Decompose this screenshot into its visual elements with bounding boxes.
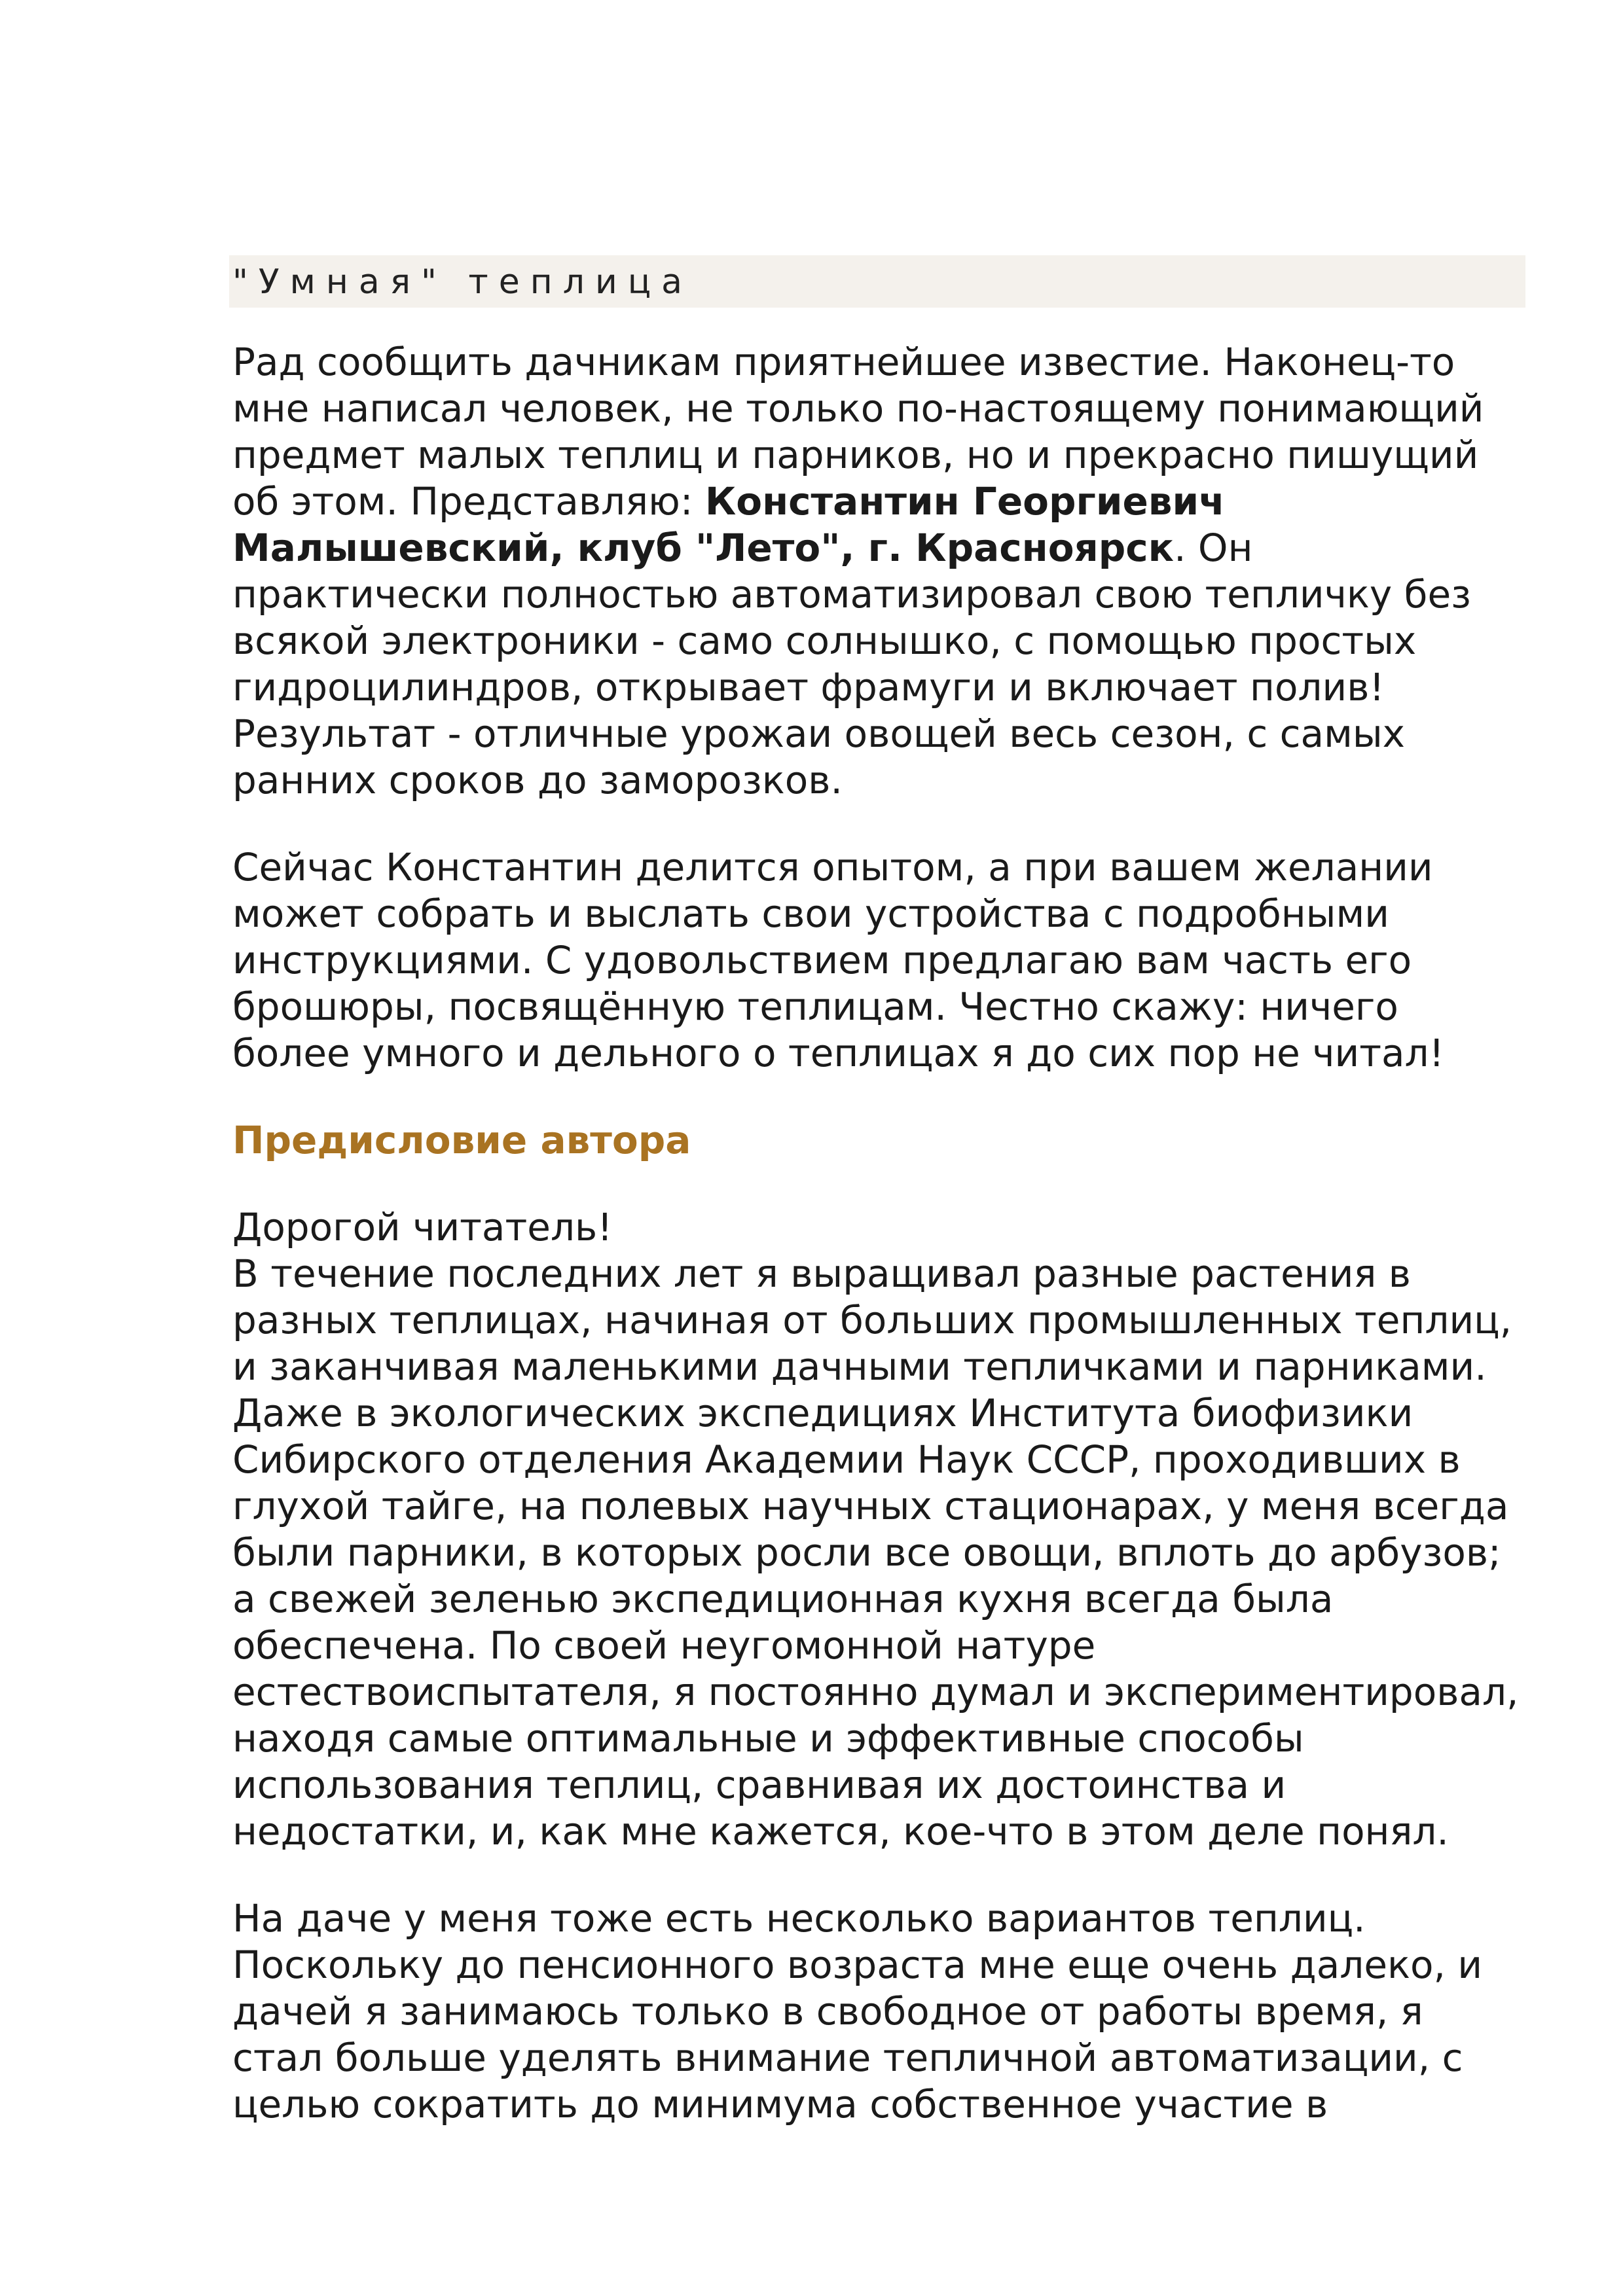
text-run: об этом. Представляю:: [232, 479, 705, 524]
preface-paragraph-1: [232, 1204, 1548, 1855]
text-line: естествоиспытателя, я постоянно думал и экспериментировал,: [232, 1670, 1519, 1714]
text-line: разных теплицах, начиная от больших промышленных теплиц,: [232, 1298, 1512, 1342]
text-line: На даче у меня тоже есть несколько вариантов теплиц.: [232, 1896, 1366, 1941]
text-line: Сейчас Константин делится опытом, а при вашем желании: [232, 845, 1433, 889]
paragraph-gap: [232, 1077, 1548, 1117]
text-line: были парники, в которых росли все овощи, вплоть до арбузов;: [232, 1530, 1501, 1575]
text-line: ранних сроков до заморозков.: [232, 758, 843, 802]
text-line: глухой тайге, на полевых научных стационарах, у меня всегда: [232, 1484, 1509, 1528]
section-heading: Предисловие автора: [232, 1118, 691, 1162]
text-line: Результат - отличные урожаи овощей весь сезон, с самых: [232, 711, 1405, 756]
paragraph-gap: [232, 1164, 1548, 1204]
author-club: Малышевский, клуб "Лето", г. Красноярск: [232, 526, 1175, 570]
text-line: инструкциями. С удовольствием предлагаю вам часть его: [232, 938, 1412, 982]
text-line: и заканчивая маленькими дачными тепличками и парниками.: [232, 1344, 1487, 1389]
text-line: [232, 478, 1548, 525]
author-name: Константин Георгиевич: [704, 479, 1225, 524]
text-line: Сибирского отделения Академии Наук СССР, проходивших в: [232, 1437, 1461, 1482]
page-title: "Умная" теплица: [232, 262, 693, 302]
text-line: целью сократить до минимума собственное участие в: [232, 2082, 1328, 2126]
text-line: предмет малых теплиц и парников, но и прекрасно пишущий: [232, 433, 1479, 477]
text-line: Даже в экологических экспедициях Института биофизики: [232, 1391, 1413, 1435]
text-line: Дорогой читатель!: [232, 1205, 613, 1249]
text-line: брошюры, посвящённую теплицам. Честно скажу: ничего: [232, 984, 1398, 1029]
paragraph-gap: [232, 1855, 1548, 1895]
text-line: использования теплиц, сравнивая их достоинства и: [232, 1763, 1286, 1807]
document-body: [232, 339, 1548, 2128]
intro-paragraph-1: [232, 339, 1548, 804]
paragraph-gap: [232, 804, 1548, 844]
text-line: более умного и дельного о теплицах я до сих пор не читал!: [232, 1031, 1444, 1075]
text-line: всякой электроники - само солнышко, с помощью простых: [232, 619, 1417, 663]
text-line: Рад сообщить дачникам приятнейшее известие. Наконец-то: [232, 340, 1455, 384]
text-line: обеспечена. По своей неугомонной натуре: [232, 1623, 1096, 1668]
text-line: находя самые оптимальные и эффективные способы: [232, 1716, 1304, 1761]
text-line: В течение последних лет я выращивал разные растения в: [232, 1251, 1411, 1296]
text-line: стал больше уделять внимание тепличной автоматизации, с: [232, 2036, 1463, 2080]
intro-paragraph-2: [232, 844, 1548, 1077]
text-line: гидроцилиндров, открывает фрамуги и включает полив!: [232, 665, 1385, 709]
text-line: мне написал человек, не только по-настоящему понимающий: [232, 386, 1484, 431]
text-line: может собрать и выслать свои устройства с подробными: [232, 891, 1389, 936]
preface-paragraph-2: [232, 1895, 1548, 2128]
text-line: дачей я занимаюсь только в свободное от работы время, я: [232, 1989, 1423, 2034]
text-line: практически полностью автоматизировал свою тепличку без: [232, 572, 1471, 617]
text-run: . Он: [1174, 526, 1253, 570]
text-line: [232, 525, 1548, 571]
text-line: Поскольку до пенсионного возраста мне еще очень далеко, и: [232, 1943, 1483, 1987]
text-line: а свежей зеленью экспедиционная кухня всегда была: [232, 1577, 1334, 1621]
text-line: недостатки, и, как мне кажется, кое-что в этом деле понял.: [232, 1809, 1449, 1854]
